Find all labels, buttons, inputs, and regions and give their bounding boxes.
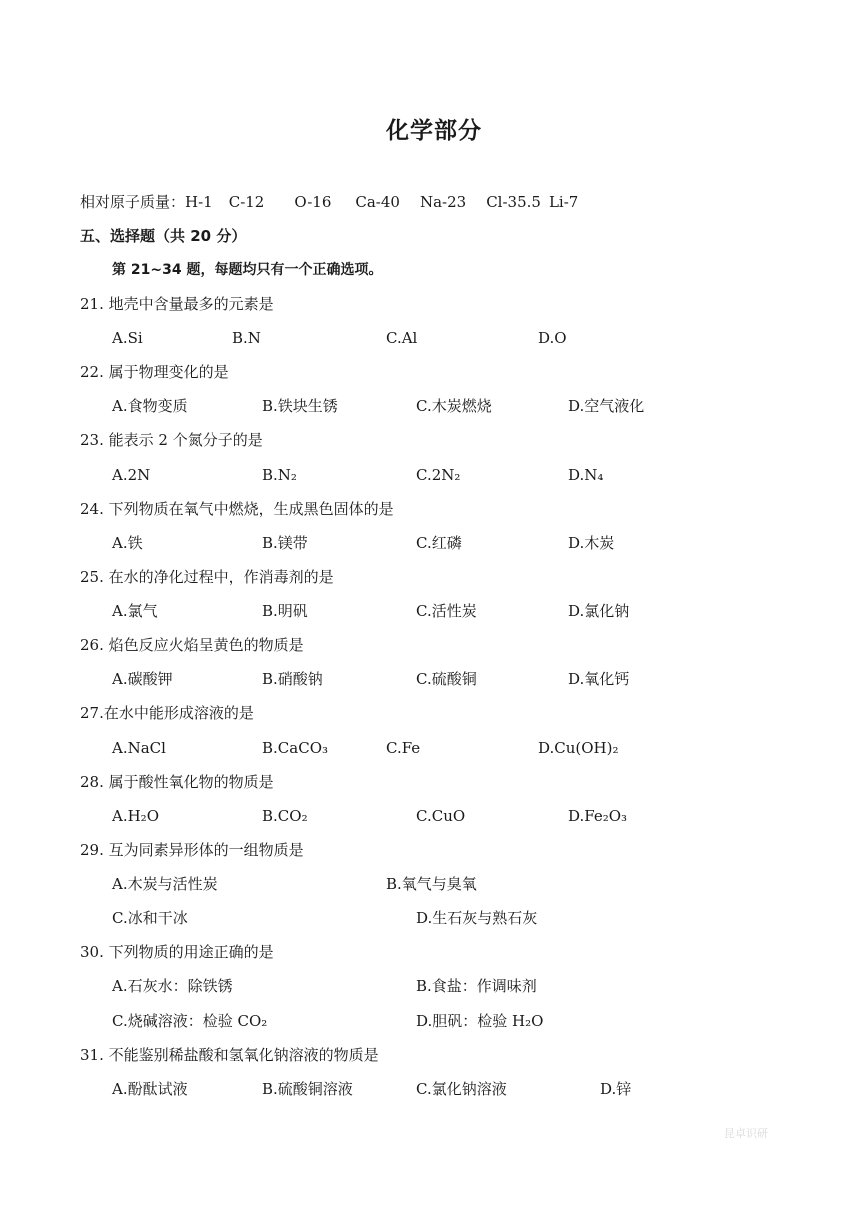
option-d: D.生石灰与熟石灰 — [416, 909, 538, 927]
atomic-mass-item: C-12 — [228, 193, 265, 211]
option-c: C.Al — [386, 329, 418, 347]
section-instruction: 第 21~34 题，每题均只有一个正确选项。 — [112, 262, 383, 278]
option-d: D.氯化钠 — [568, 602, 630, 620]
option-a: A.碳酸钾 — [112, 670, 173, 688]
option-c: C.冰和干冰 — [112, 909, 188, 927]
option-a: A.氯气 — [112, 602, 158, 620]
option-d: D.N₄ — [568, 466, 604, 484]
option-b: B.N — [232, 329, 261, 347]
option-c: C.CuO — [416, 807, 466, 825]
option-b: B.N₂ — [262, 466, 297, 484]
option-a: A.NaCl — [112, 739, 166, 757]
option-b: B.硝酸钠 — [262, 670, 323, 688]
option-c: C.氯化钠溶液 — [416, 1080, 507, 1098]
option-a: A.石灰水：除铁锈 — [112, 977, 233, 995]
option-b: B.食盐：作调味剂 — [416, 977, 537, 995]
option-a: A.H₂O — [112, 807, 159, 825]
question-stem: 31. 不能鉴别稀盐酸和氢氧化钠溶液的物质是 — [80, 1046, 379, 1064]
question-stem: 29. 互为同素异形体的一组物质是 — [80, 841, 304, 859]
atomic-mass-item: O-16 — [294, 193, 332, 211]
option-c: C.2N₂ — [416, 466, 461, 484]
option-d: D.Fe₂O₃ — [568, 807, 628, 825]
option-d: D.O — [538, 329, 567, 347]
atomic-masses-line — [80, 192, 594, 212]
option-c: C.硫酸铜 — [416, 670, 477, 688]
question-stem: 28. 属于酸性氧化物的物质是 — [80, 773, 274, 791]
page-title: 化学部分 — [386, 118, 482, 144]
question-stem: 26. 焰色反应火焰呈黄色的物质是 — [80, 636, 304, 654]
watermark: 昆卓识研 — [724, 1127, 768, 1140]
atomic-masses-label: 相对原子质量： — [80, 193, 186, 211]
option-d: D.锌 — [600, 1080, 632, 1098]
option-d: D.空气液化 — [568, 397, 645, 415]
option-c: C.红磷 — [416, 534, 462, 552]
atomic-mass-item: Na-23 — [419, 193, 467, 211]
option-a: A.食物变质 — [112, 397, 188, 415]
option-a: A.酚酞试液 — [112, 1080, 188, 1098]
option-b: B.铁块生锈 — [262, 397, 338, 415]
section-heading: 五、选择题（共 20 分） — [80, 227, 247, 245]
question-stem: 21. 地壳中含量最多的元素是 — [80, 295, 274, 313]
option-c: C.Fe — [386, 739, 421, 757]
option-c: C.木炭燃烧 — [416, 397, 492, 415]
question-stem: 24. 下列物质在氧气中燃烧，生成黑色固体的是 — [80, 500, 394, 518]
question-stem: 23. 能表示 2 个氮分子的是 — [80, 431, 263, 449]
question-stem: 22. 属于物理变化的是 — [80, 363, 229, 381]
atomic-mass-item: Ca-40 — [355, 193, 400, 211]
option-c: C.烧碱溶液：检验 CO₂ — [112, 1012, 268, 1030]
option-a: A.铁 — [112, 534, 143, 552]
option-b: B.CaCO₃ — [262, 739, 328, 757]
option-a: A.木炭与活性炭 — [112, 875, 218, 893]
question-stem: 30. 下列物质的用途正确的是 — [80, 943, 274, 961]
question-stem: 27.在水中能形成溶液的是 — [80, 704, 254, 722]
option-d: D.胆矾：检验 H₂O — [416, 1012, 544, 1030]
atomic-mass-item: Li-7 — [548, 193, 579, 211]
option-b: B.硫酸铜溶液 — [262, 1080, 353, 1098]
option-b: B.镁带 — [262, 534, 308, 552]
option-d: D.Cu(OH)₂ — [538, 739, 619, 757]
option-b: B.明矾 — [262, 602, 308, 620]
option-b: B.氧气与臭氧 — [386, 875, 477, 893]
option-a: A.2N — [112, 466, 151, 484]
option-d: D.木炭 — [568, 534, 615, 552]
option-c: C.活性炭 — [416, 602, 477, 620]
option-a: A.Si — [112, 329, 143, 347]
option-d: D.氧化钙 — [568, 670, 630, 688]
question-stem: 25. 在水的净化过程中，作消毒剂的是 — [80, 568, 334, 586]
atomic-mass-item: H-1 — [185, 193, 213, 211]
option-b: B.CO₂ — [262, 807, 308, 825]
atomic-mass-item: Cl-35.5 — [486, 193, 541, 211]
